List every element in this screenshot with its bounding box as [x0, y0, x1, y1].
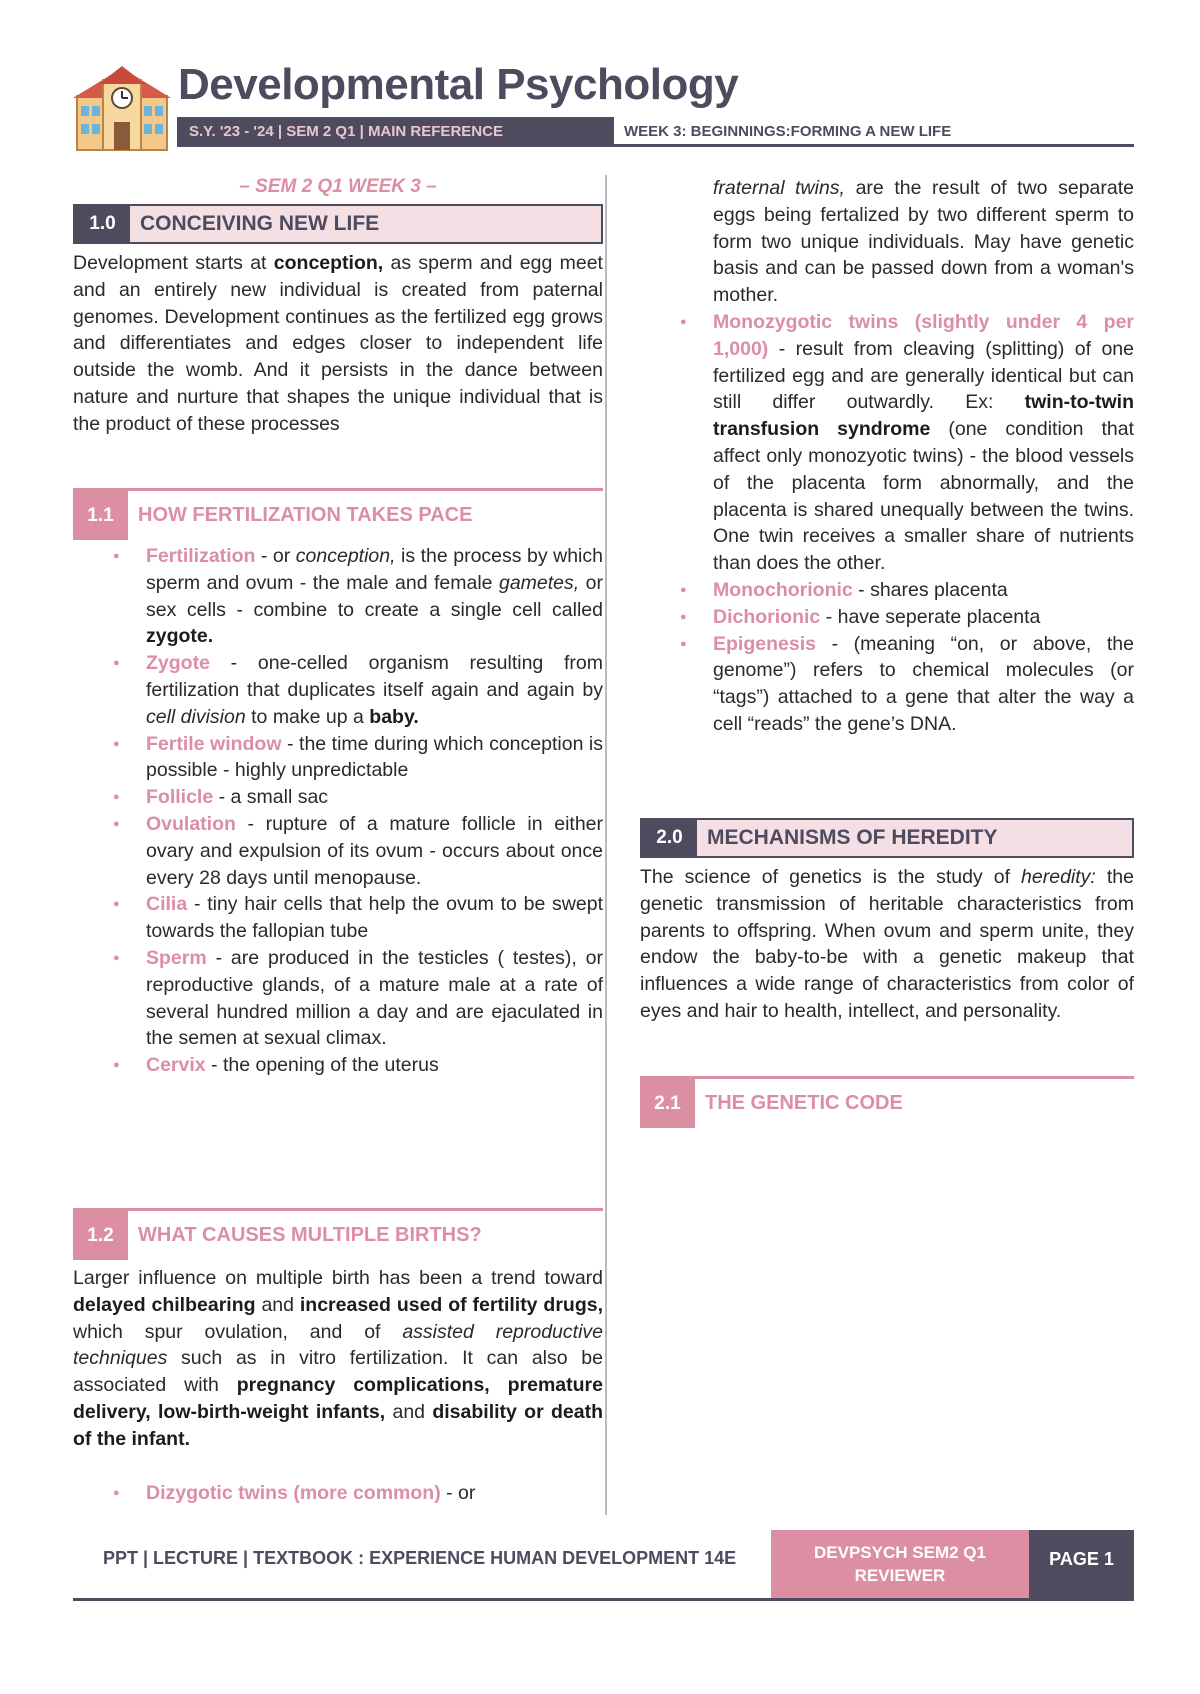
section-header-1-2	[73, 1208, 603, 1260]
list-item: ● Zygote - one-celled organism resulting from fertilization that duplicates itself again and again by cell division to make up a baby.	[73, 650, 603, 730]
section-number: 1.2	[73, 1211, 128, 1260]
list-item: ● Sperm - are produced in the testicles ( testes), or reproductive glands, of a mature male at a rate of several hundred million a day and are ejaculated in the semen at sexual climax.	[73, 945, 603, 1052]
footer-rule	[73, 1598, 1134, 1601]
paragraph-heredity: The science of genetics is the study of heredity: the genetic transmission of heritable characteristics from parents to offspring. When ovum and sperm unite, they endow the baby-to-be with a genetic makeup that influences a wide range of characteristics from color of eyes and hair to health, intellect, and personality.	[640, 866, 1134, 1022]
paragraph-multiple-births: Larger influence on multiple birth has been a trend toward delayed chilbearing and increased used of fertility drugs, which spur ovulation, and of assisted reproductive techniques such as in vitro fertilization. It can also be associated with pregnancy complications, premature delivery, low-birth-weight infants, and disability or death of the infant.	[73, 1267, 604, 1450]
list-item: ● Dichorionic - have seperate placenta	[640, 604, 1134, 631]
section-number: 2.0	[642, 820, 697, 856]
section-number: 2.1	[640, 1079, 695, 1128]
list-item: ● Cervix - the opening of the uterus	[73, 1052, 603, 1079]
twins-list-start	[73, 1480, 603, 1507]
paragraph-conceiving: Development starts at conception, as sperm and egg meet and an entirely new individual is created from paternal genomes. Development continues as the fertilized egg grows and differentiates and edges closer to independent life outside the womb. And it persists in the dance between nature and nurture that shapes the unique individual that is the product of these processes	[73, 252, 603, 435]
section-title: HOW FERTILIZATION TAKES PACE	[138, 504, 473, 526]
list-item: ● Monozygotic twins (slightly under 4 per 1,000) - result from cleaving (splitting) of one fertilized egg and are generally identical but can still differ outwardly. Ex: twin-to-twin transfusion syndrome (one condition that affect only monozyotic twins) - the blood vessels of the placenta form abnormally, and the placenta is shared unequally between the twins. One twin receives a smaller share of nutrients than does the other.	[640, 309, 1134, 577]
twins-list-continued	[640, 175, 1134, 738]
footer-source: PPT | LECTURE | TEXTBOOK : EXPERIENCE HUMAN DEVELOPMENT 14E	[103, 1548, 737, 1568]
column-divider	[605, 175, 607, 1515]
week-marker: – SEM 2 Q1 WEEK 3 –	[239, 176, 437, 197]
subtitle-bar: S.Y. '23 - '24 | SEM 2 Q1 | MAIN REFERENCE	[177, 117, 614, 147]
school-building-icon	[73, 66, 171, 152]
list-item: ● Dizygotic twins (more common) - or	[73, 1480, 603, 1507]
section-title: MECHANISMS OF HEREDITY	[707, 826, 998, 849]
document-title: Developmental Psychology	[178, 60, 739, 109]
fertilization-list	[73, 543, 603, 1079]
list-item: ● Ovulation - rupture of a mature follicle in either ovary and expulsion of its ovum - occurs about once every 28 days until menopause.	[73, 811, 603, 891]
section-header-2-0	[640, 818, 1134, 858]
reviewer-line-1: DEVPSYCH SEM2 Q1	[814, 1543, 986, 1562]
page-number: PAGE 1	[1029, 1530, 1134, 1600]
section-header-2-1	[640, 1076, 1134, 1128]
section-title: THE GENETIC CODE	[705, 1092, 903, 1114]
dizygotic-continuation: fraternal twins, are the result of two separate eggs being fertalized by two different sperm to form two unique individuals. May have genetic basis and can be passed down from a woman's mother.	[713, 177, 1134, 307]
list-item: ● Follicle - a small sac	[73, 784, 603, 811]
list-item: ● Fertilization - or conception, is the process by which sperm and ovum - the male and female gametes, or sex cells - combine to create a single cell called zygote.	[73, 543, 603, 650]
list-item: ● Epigenesis - (meaning “on, or above, the genome”) refers to chemical molecules (or “tags”) attached to a gene that alter the way a cell “reads” the gene’s DNA.	[640, 631, 1134, 738]
section-header-1-0	[73, 204, 603, 244]
list-item: ● Cilia - tiny hair cells that help the ovum to be swept towards the fallopian tube	[73, 891, 603, 945]
reviewer-line-2: REVIEWER	[854, 1566, 946, 1585]
section-number: 1.0	[75, 206, 130, 242]
section-header-1-1	[73, 488, 603, 540]
section-number: 1.1	[73, 491, 128, 540]
section-title: WHAT CAUSES MULTIPLE BIRTHS?	[138, 1224, 482, 1246]
list-item: ● Monochorionic - shares placenta	[640, 577, 1134, 604]
week-title: WEEK 3: BEGINNINGS:FORMING A NEW LIFE	[614, 117, 1134, 147]
section-title: CONCEIVING NEW LIFE	[140, 212, 380, 235]
footer-reviewer-badge	[771, 1530, 1029, 1600]
list-item: ● Fertile window - the time during which conception is possible - highly unpredictable	[73, 731, 603, 785]
